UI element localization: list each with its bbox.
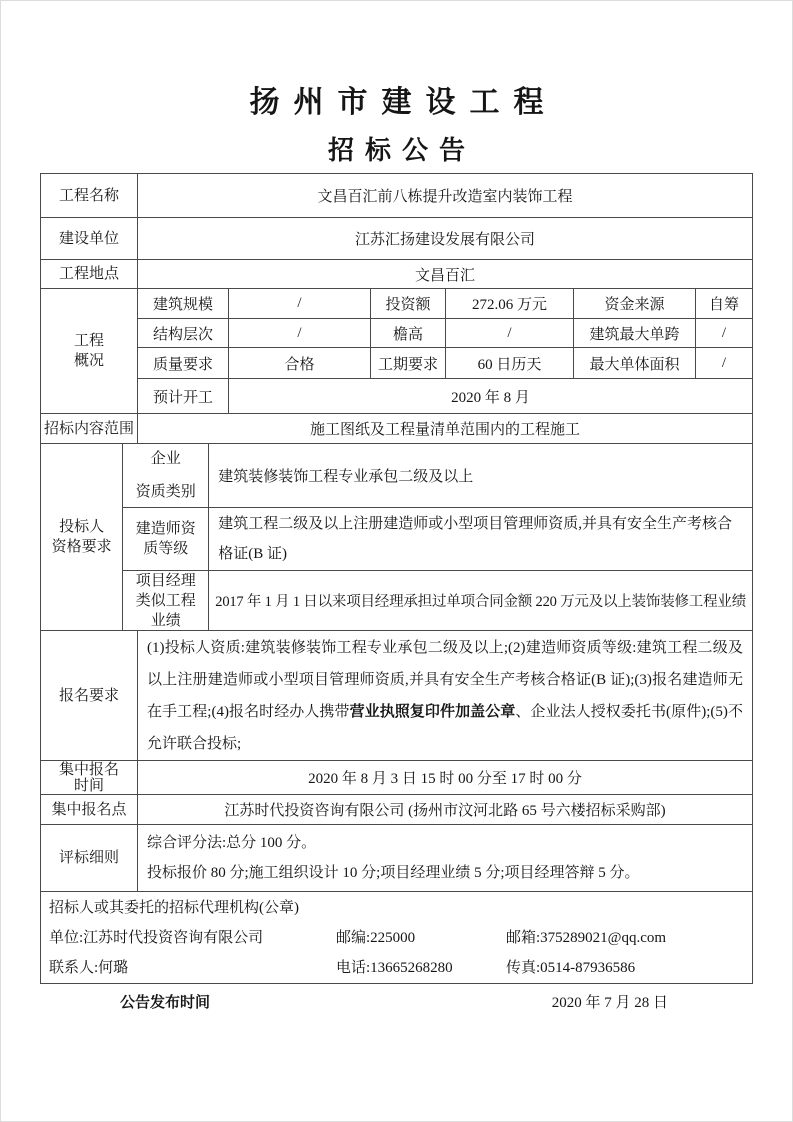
signup-requirements-value [138, 631, 753, 761]
publish-date: 2020 年 7 月 28 日 [551, 995, 668, 1011]
overview-label-line2: 概况 [73, 353, 104, 369]
signup-time-label-line1: 集中报名 [58, 761, 119, 778]
table-row-location [41, 260, 753, 289]
table-row-overview [41, 289, 753, 414]
table-row-agency [41, 892, 753, 984]
signup-requirements-text [147, 632, 743, 760]
qualification-row-manager [123, 571, 753, 631]
company-class-label [123, 444, 209, 508]
start-date-value: 2020 年 8 月 [229, 379, 753, 414]
qualification-row-builder [123, 508, 753, 571]
page-subtitle: 招标公告 [327, 135, 476, 165]
table-row-signup-place [41, 795, 753, 825]
qualification-row-company [123, 444, 753, 508]
overview-row-2 [138, 319, 753, 348]
table-row-evaluation [41, 825, 753, 892]
max-span-label: 建筑最大单跨 [574, 319, 696, 348]
location-label: 工程地点 [41, 260, 138, 289]
company-class-value: 建筑装修装饰工程专业承包二级及以上 [209, 444, 753, 508]
signup-text-bold: 营业执照复印件加盖公章 [349, 703, 516, 720]
manager-record-label [123, 571, 209, 631]
agency-email: 邮箱:375289021@qq.com [506, 929, 667, 946]
funding-label: 资金来源 [574, 289, 696, 319]
overview-label-line1: 工程 [73, 333, 104, 349]
evaluation-label: 评标细则 [41, 825, 138, 892]
table-row-qualification [41, 444, 753, 631]
builder-grade-value: 建筑工程二级及以上注册建造师或小型项目管理师资质,并具有安全生产考核合格证(B 证) [209, 508, 753, 571]
agency-line-company [49, 923, 744, 953]
overview-subtable [138, 289, 753, 414]
page-title: 扬州市建设工程 [249, 86, 558, 119]
agency-contact: 联系人:何璐 [49, 959, 129, 976]
evaluation-line1: 综合评分法:总分 100 分。 [147, 835, 317, 851]
company-class-label-line2: 资质类别 [135, 483, 196, 500]
funding-value: 自筹 [696, 289, 753, 319]
invest-value: 272.06 万元 [446, 289, 574, 319]
qualification-subtable [123, 444, 753, 631]
bid-announcement-table [40, 173, 753, 984]
overview-row-start [138, 379, 753, 414]
scale-label: 建筑规模 [138, 289, 229, 319]
signup-requirements-label: 报名要求 [41, 631, 138, 761]
project-name-label: 工程名称 [41, 174, 138, 218]
owner-value: 江苏汇扬建设发展有限公司 [138, 218, 753, 260]
scope-label: 招标内容范围 [41, 414, 138, 444]
owner-label: 建设单位 [41, 218, 138, 260]
evaluation-value [138, 825, 753, 892]
announcement-footer [40, 992, 753, 1014]
qualification-label-line1: 投标人 [59, 519, 105, 535]
manager-record-value: 2017 年 1 月 1 日以来项目经理承担过单项合同金额 220 万元及以上装饰装修工程业绩 [209, 571, 753, 631]
overview-label [41, 289, 138, 414]
table-row-signup-requirements [41, 631, 753, 761]
company-class-label-line1: 企业 [150, 450, 181, 467]
location-value: 文昌百汇 [138, 260, 753, 289]
agency-phone: 电话:13665268280 [336, 959, 453, 976]
table-row-scope [41, 414, 753, 444]
duration-label: 工期要求 [371, 348, 446, 379]
agency-postcode: 邮编:225000 [336, 929, 416, 946]
structure-value: / [229, 319, 371, 348]
agency-fax: 传真:0514-87936586 [506, 959, 636, 976]
signup-time-label [41, 761, 138, 795]
structure-label: 结构层次 [138, 319, 229, 348]
manager-record-label-line2: 类似工程 [135, 592, 196, 609]
quality-label: 质量要求 [138, 348, 229, 379]
duration-value: 60 日历天 [446, 348, 574, 379]
max-span-value: / [696, 319, 753, 348]
scope-value: 施工图纸及工程量清单范围内的工程施工 [138, 414, 753, 444]
signup-time-value: 2020 年 8 月 3 日 15 时 00 分至 17 时 00 分 [138, 761, 753, 795]
publish-time-label: 公告发布时间 [120, 995, 211, 1011]
max-area-label: 最大单体面积 [574, 348, 696, 379]
agency-line-contact [49, 953, 744, 983]
manager-record-label-line3: 业绩 [150, 612, 181, 629]
start-date-label: 预计开工 [138, 379, 229, 414]
agency-company: 单位:江苏时代投资咨询有限公司 [49, 929, 264, 946]
quality-value: 合格 [229, 348, 371, 379]
agency-title: 招标人或其委托的招标代理机构(公章) [49, 899, 299, 916]
evaluation-line2: 投标报价 80 分;施工组织设计 10 分;项目经理业绩 5 分;项目经理答辩 5 分。 [147, 865, 640, 881]
qualification-label-line2: 资格要求 [51, 539, 112, 555]
builder-grade-label-line2: 质等级 [143, 541, 189, 557]
overview-row-1 [138, 289, 753, 319]
builder-grade-label-line1: 建造师资 [135, 521, 196, 537]
table-row-signup-time [41, 761, 753, 795]
qualification-label [41, 444, 123, 631]
eave-value: / [446, 319, 574, 348]
builder-grade-label [123, 508, 209, 571]
scale-value: / [229, 289, 371, 319]
signup-text-part1: (1)投标人资质:建筑装修装饰工程专业承包二级及以上;(2)建造师资质等级:建筑工程二级及以上注册建造师或小型项目管理师资质,并具有安全生产考核合格证(B 证);(3)报名建造师无在手工程;(4)报名时经办人携带 [147, 639, 743, 720]
invest-label: 投资额 [371, 289, 446, 319]
overview-row-3 [138, 348, 753, 379]
eave-label: 檐高 [371, 319, 446, 348]
agency-block [41, 892, 753, 984]
signup-place-label: 集中报名点 [41, 795, 138, 825]
signup-time-label-line2: 时间 [73, 777, 104, 794]
manager-record-label-line1: 项目经理 [135, 572, 196, 589]
max-area-value: / [696, 348, 753, 379]
table-row-project-name [41, 174, 753, 218]
project-name-value: 文昌百汇前八栋提升改造室内装饰工程 [138, 174, 753, 218]
signup-place-value: 江苏时代投资咨询有限公司 (扬州市汶河北路 65 号六楼招标采购部) [138, 795, 753, 825]
signup-text-part2: 、企业法人授权委托书(原件);(5)不允许联合投标; [147, 703, 743, 752]
table-row-owner [41, 218, 753, 260]
